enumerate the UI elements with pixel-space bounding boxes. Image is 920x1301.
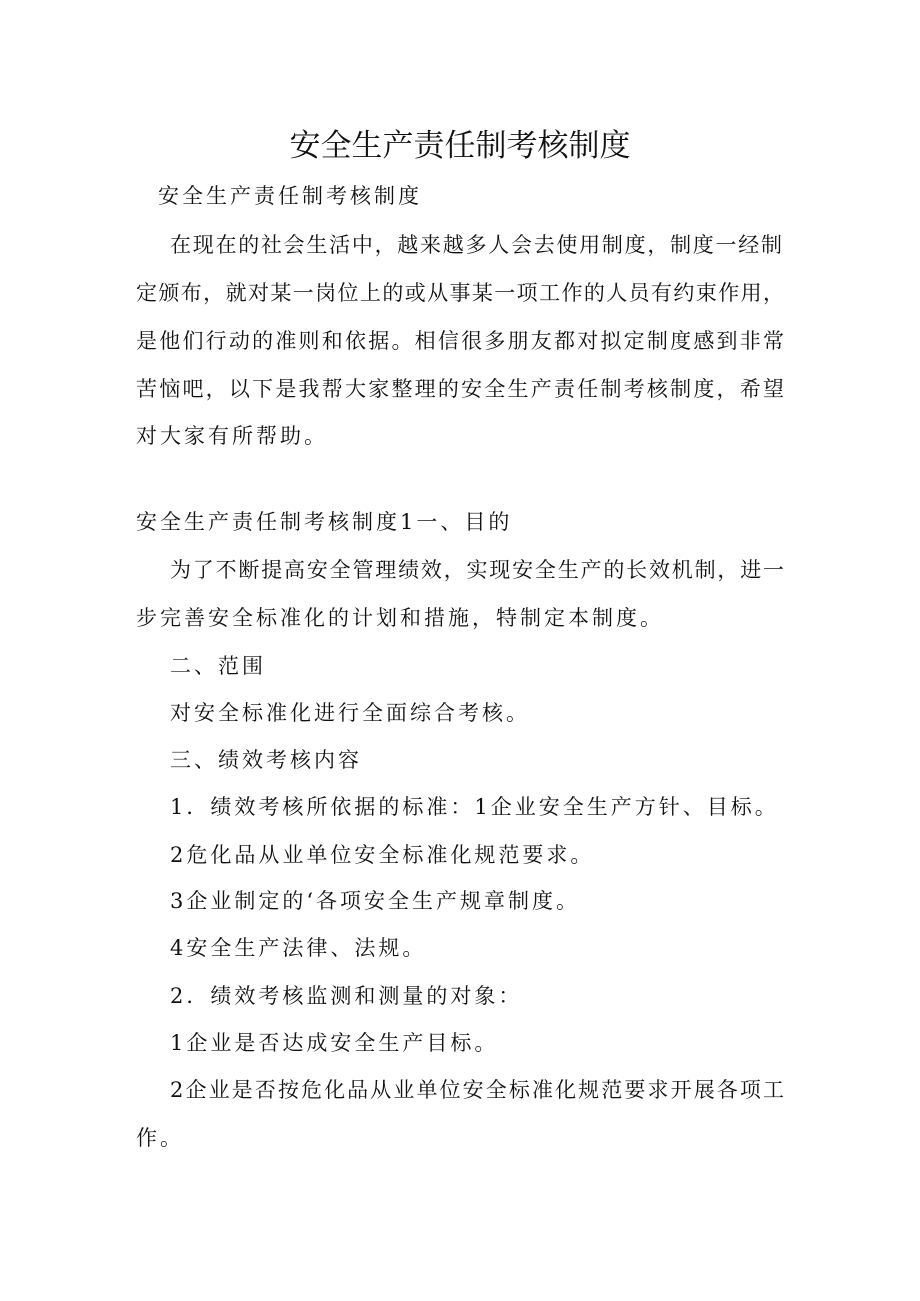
content-item-1: 1．绩效考核所依据的标准：1企业安全生产方针、目标。 [170, 795, 779, 819]
purpose-line-2: 步完善安全标准化的计划和措施，特制定本制度。 [136, 606, 664, 630]
content-item-3: 3企业制定的‘各项安全生产规章制度。 [170, 889, 581, 913]
scope-text: 对安全标准化进行全面综合考核。 [170, 701, 530, 725]
intro-line-5: 对大家有所帮助。 [136, 424, 328, 448]
purpose-line-1: 为了不断提高安全管理绩效，实现安全生产的长效机制，进一 [170, 558, 784, 582]
content-item-7-line-2: 作。 [136, 1126, 184, 1150]
content-item-6: 1企业是否达成安全生产目标。 [170, 1031, 499, 1055]
content-item-5: 2．绩效考核监测和测量的对象： [170, 984, 523, 1008]
content-item-7-line-1: 2企业是否按危化品从业单位安全标准化规范要求开展各项工 [170, 1078, 784, 1102]
section-heading: 安全生产责任制考核制度1一、目的 [136, 510, 513, 534]
document-subtitle: 安全生产责任制考核制度 [158, 184, 422, 208]
intro-line-2: 定颁布，就对某一岗位上的或从事某一项工作的人员有约束作用， [136, 281, 784, 305]
scope-heading: 二、范围 [170, 654, 266, 678]
intro-line-4: 苦恼吧，以下是我帮大家整理的安全生产责任制考核制度，希望 [136, 377, 784, 401]
content-heading: 三、绩效考核内容 [170, 748, 362, 772]
intro-line-3: 是他们行动的准则和依据。相信很多朋友都对拟定制度感到非常 [136, 329, 784, 353]
intro-line-1: 在现在的社会生活中，越来越多人会去使用制度，制度一经制 [170, 233, 782, 257]
document-title: 安全生产责任制考核制度 [289, 128, 631, 164]
content-item-2: 2危化品从业单位安全标准化规范要求。 [170, 843, 595, 867]
content-item-4: 4安全生产法律、法规。 [170, 936, 427, 960]
